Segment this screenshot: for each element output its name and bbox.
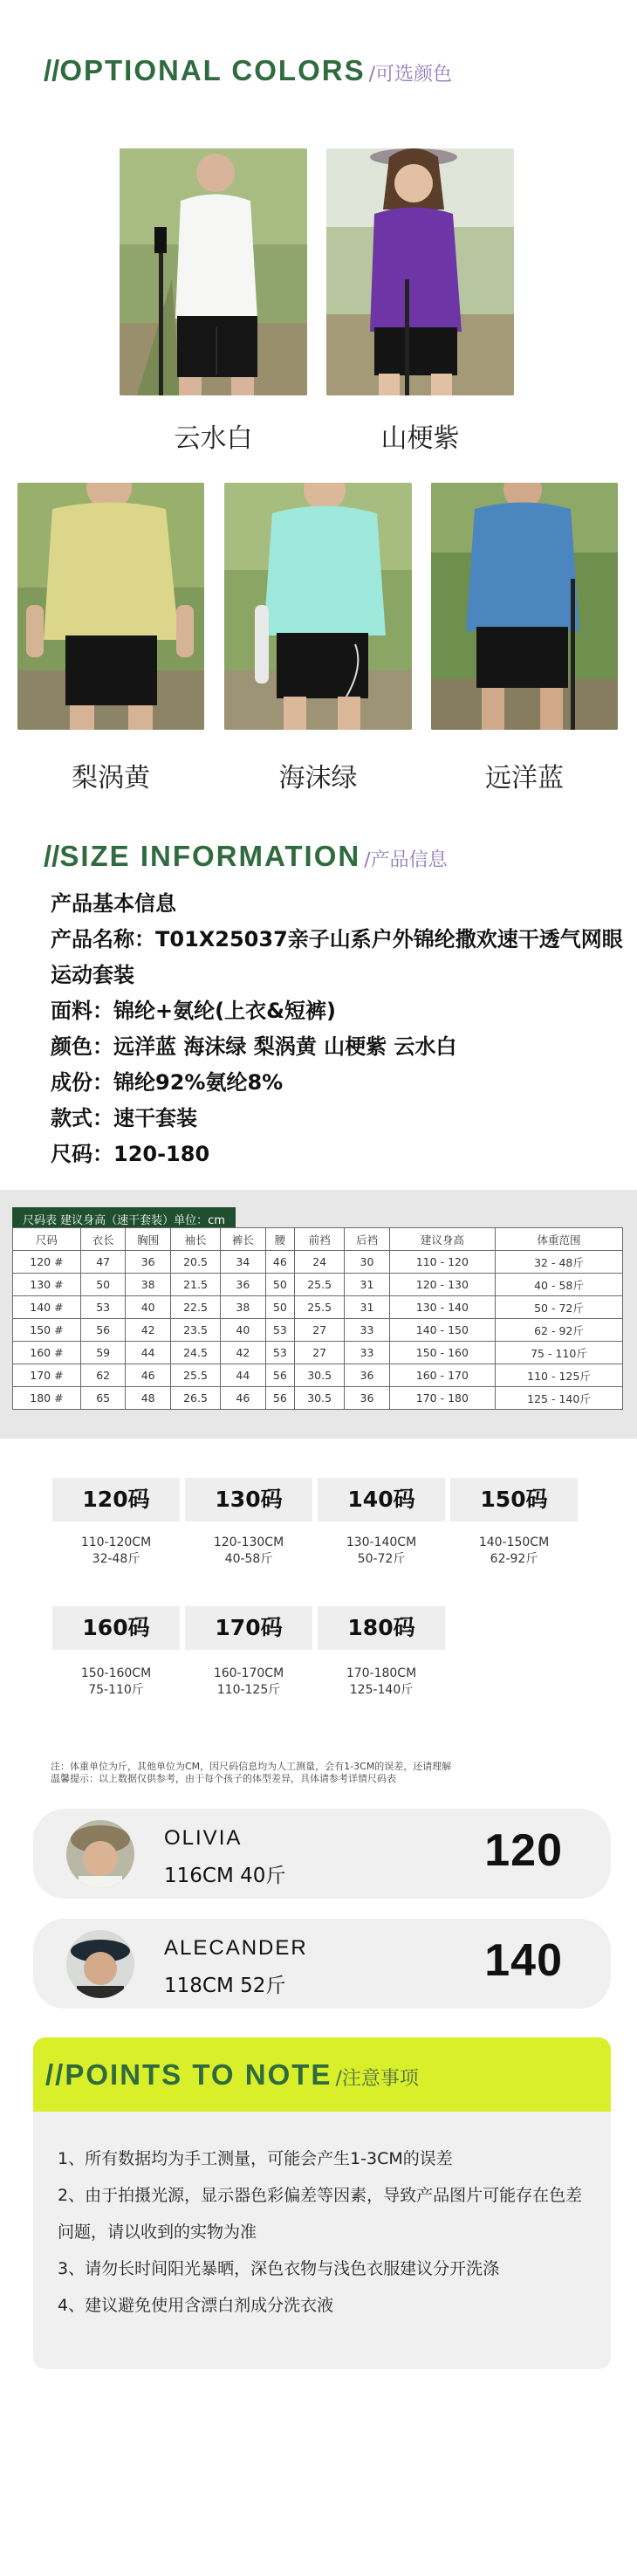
table-cell: 110 - 120 <box>389 1251 495 1274</box>
table-cell: 38 <box>221 1296 266 1319</box>
size-table <box>12 1227 623 1410</box>
table-row <box>13 1319 623 1342</box>
table-cell: 62 <box>80 1364 126 1387</box>
table-cell: 160 - 170 <box>389 1364 495 1387</box>
model-size: 120 <box>484 1825 563 1876</box>
table-cell: 36 <box>221 1274 266 1296</box>
table-cell: 56 <box>80 1319 126 1342</box>
avatar <box>66 1930 134 1998</box>
size-card-height: 150-160CM <box>80 1666 152 1680</box>
table-cell: 120 # <box>13 1251 81 1274</box>
table-cell: 48 <box>126 1387 171 1410</box>
size-card-height: 120-130CM <box>213 1535 284 1549</box>
size-card-weight: 75-110斤 <box>88 1683 144 1697</box>
table-header: 尺码 <box>13 1228 81 1251</box>
table-cell: 36 <box>345 1364 390 1387</box>
points-to-note-panel <box>33 2037 611 2369</box>
size-card-weight: 125-140斤 <box>349 1683 414 1697</box>
size-card-120-details <box>51 1535 182 1568</box>
table-cell: 27 <box>295 1319 345 1342</box>
color-name-mint: 海沫绿 <box>278 763 358 793</box>
table-cell: 50 <box>265 1274 294 1296</box>
product-photo-white <box>120 148 307 395</box>
table-cell: 59 <box>80 1342 126 1364</box>
table-cell: 27 <box>295 1342 345 1364</box>
table-cell: 26.5 <box>170 1387 220 1410</box>
table-header: 胸围 <box>126 1228 171 1251</box>
table-cell: 62 - 92斤 <box>495 1319 622 1342</box>
title-subtitle: /产品信息 <box>364 849 448 871</box>
product-info-colors: 颜色：远洋蓝 海沫绿 梨涡黄 山梗紫 云水白 <box>51 1034 457 1059</box>
table-header: 建议身高 <box>389 1228 495 1251</box>
avatar <box>66 1820 134 1888</box>
model-name: ALECANDER <box>164 1936 308 1960</box>
product-photo-blue <box>431 483 618 730</box>
table-cell: 160 # <box>13 1342 81 1364</box>
table-cell: 23.5 <box>170 1319 220 1342</box>
table-row <box>13 1296 623 1319</box>
table-row <box>13 1274 623 1296</box>
model-card-alecander <box>33 1919 611 2009</box>
model-size: 140 <box>484 1935 563 1986</box>
table-cell: 53 <box>265 1319 294 1342</box>
product-photo-yellow <box>17 483 204 730</box>
table-cell: 180 # <box>13 1387 81 1410</box>
product-photo-purple <box>326 148 514 395</box>
table-header: 后裆 <box>345 1228 390 1251</box>
table-cell: 130 - 140 <box>389 1296 495 1319</box>
product-info-name: 产品名称：T01X25037亲子山系户外锦纶撒欢速干透气网眼运动套装 <box>51 927 623 987</box>
table-cell: 56 <box>265 1387 294 1410</box>
table-cell: 125 - 140斤 <box>495 1387 622 1410</box>
title-text: OPTIONAL COLORS <box>59 54 366 86</box>
table-cell: 25.5 <box>295 1296 345 1319</box>
table-cell: 53 <box>265 1342 294 1364</box>
table-cell: 42 <box>221 1342 266 1364</box>
table-cell: 50 <box>265 1296 294 1319</box>
product-info-composition: 成份：锦纶92%氨纶8% <box>51 1070 284 1095</box>
table-cell: 110 - 125斤 <box>495 1364 622 1387</box>
table-cell: 30.5 <box>295 1364 345 1387</box>
colors-section-title <box>44 54 452 87</box>
measurement-note <box>51 1761 592 1785</box>
table-cell: 150 - 160 <box>389 1342 495 1364</box>
size-card-height: 160-170CM <box>213 1666 284 1680</box>
product-photo-mint <box>224 483 412 730</box>
size-card-140-details <box>316 1535 447 1568</box>
model-card-olivia <box>33 1809 611 1899</box>
model-stats: 118CM 52斤 <box>164 1975 286 1997</box>
size-card-160: 160码 <box>52 1606 180 1650</box>
table-cell: 120 - 130 <box>389 1274 495 1296</box>
size-card-160-details <box>51 1666 182 1699</box>
size-section-title <box>44 840 448 873</box>
table-cell: 44 <box>221 1364 266 1387</box>
table-header: 裤长 <box>221 1228 266 1251</box>
table-cell: 30 <box>345 1251 390 1274</box>
product-info-fabric: 面料：锦纶+氨纶(上衣&短裤) <box>51 999 336 1023</box>
table-cell: 46 <box>126 1364 171 1387</box>
table-cell: 31 <box>345 1296 390 1319</box>
list-item: 2、由于拍摄光源，显示器色彩偏差等因素，导致产品图片可能存在色差问题，请以收到的实物为准 <box>58 2186 583 2242</box>
table-cell: 40 <box>126 1296 171 1319</box>
size-card-180-details <box>316 1666 447 1699</box>
table-header: 前裆 <box>295 1228 345 1251</box>
table-cell: 21.5 <box>170 1274 220 1296</box>
table-header: 腰 <box>265 1228 294 1251</box>
table-cell: 56 <box>265 1364 294 1387</box>
size-card-weight: 32-48斤 <box>92 1552 140 1566</box>
size-card-170-details <box>183 1666 314 1699</box>
size-card-height: 170-180CM <box>346 1666 417 1680</box>
table-row <box>13 1342 623 1364</box>
table-cell: 47 <box>80 1251 126 1274</box>
table-cell: 25.5 <box>170 1364 220 1387</box>
table-cell: 130 # <box>13 1274 81 1296</box>
list-item: 3、请勿长时间阳光暴晒，深色衣物与浅色衣服建议分开洗涤 <box>58 2259 500 2278</box>
size-card-weight: 50-72斤 <box>357 1552 406 1566</box>
note-line: 注：体重单位为斤，其他单位为CM，因尺码信息均为人工测量，会有1-3CM的误差，还请理解 <box>51 1761 452 1772</box>
table-row <box>13 1387 623 1410</box>
size-card-weight: 62-92斤 <box>490 1552 538 1566</box>
title-prefix: // <box>44 54 60 86</box>
size-card-height: 130-140CM <box>346 1535 417 1549</box>
color-name-white: 云水白 <box>174 423 253 454</box>
product-info-size: 尺码：120-180 <box>51 1142 210 1166</box>
table-cell: 50 <box>80 1274 126 1296</box>
points-header <box>33 2037 611 2112</box>
size-card-weight: 110-125斤 <box>216 1683 281 1697</box>
table-cell: 38 <box>126 1274 171 1296</box>
table-cell: 31 <box>345 1274 390 1296</box>
title-subtitle: /可选颜色 <box>368 64 453 86</box>
size-card-weight: 40-58斤 <box>224 1552 273 1566</box>
table-cell: 40 - 58斤 <box>495 1274 622 1296</box>
table-cell: 140 - 150 <box>389 1319 495 1342</box>
product-info-style: 款式：速干套装 <box>51 1106 197 1130</box>
table-cell: 22.5 <box>170 1296 220 1319</box>
table-row <box>13 1364 623 1387</box>
table-cell: 20.5 <box>170 1251 220 1274</box>
size-card-130-details <box>183 1535 314 1568</box>
table-header: 袖长 <box>170 1228 220 1251</box>
table-header: 体重范围 <box>495 1228 622 1251</box>
title-text: POINTS TO NOTE <box>65 2058 332 2091</box>
table-cell: 33 <box>345 1319 390 1342</box>
color-name-yellow: 梨涡黄 <box>72 763 150 793</box>
table-cell: 75 - 110斤 <box>495 1342 622 1364</box>
table-cell: 40 <box>221 1319 266 1342</box>
color-name-purple: 山梗紫 <box>380 423 460 454</box>
size-card-height: 140-150CM <box>478 1535 550 1549</box>
model-stats: 116CM 40斤 <box>164 1865 286 1887</box>
table-header-row <box>13 1228 623 1251</box>
table-cell: 170 # <box>13 1364 81 1387</box>
table-cell: 53 <box>80 1296 126 1319</box>
size-card-height: 110-120CM <box>80 1535 152 1549</box>
size-chart-label: 尺码表 建议身高（速干套装）单位：cm <box>12 1207 236 1231</box>
size-card-170: 170码 <box>185 1606 312 1650</box>
table-cell: 33 <box>345 1342 390 1364</box>
color-name-blue: 远洋蓝 <box>485 763 564 793</box>
title-subtitle: /注意事项 <box>335 2068 419 2090</box>
table-cell: 42 <box>126 1319 171 1342</box>
table-cell: 25.5 <box>295 1274 345 1296</box>
list-item: 1、所有数据均为手工测量，可能会产生1-3CM的误差 <box>58 2149 453 2168</box>
table-cell: 170 - 180 <box>389 1387 495 1410</box>
title-prefix: // <box>45 2058 65 2091</box>
points-list <box>58 2140 599 2324</box>
list-item: 4、建议避免使用含漂白剂成分洗衣液 <box>58 2296 334 2315</box>
table-cell: 30.5 <box>295 1387 345 1410</box>
table-cell: 36 <box>345 1387 390 1410</box>
size-card-150-details <box>449 1535 579 1568</box>
table-cell: 140 # <box>13 1296 81 1319</box>
table-row <box>13 1251 623 1274</box>
title-text: SIZE INFORMATION <box>59 840 361 872</box>
size-card-180: 180码 <box>318 1606 445 1650</box>
points-section-title <box>45 2058 419 2092</box>
table-cell: 46 <box>221 1387 266 1410</box>
table-cell: 24.5 <box>170 1342 220 1364</box>
table-cell: 34 <box>221 1251 266 1274</box>
note-line: 温馨提示：以上数据仅供参考，由于每个孩子的体型差异，具体请参考详情尺码表 <box>51 1773 396 1784</box>
size-card-150: 150码 <box>450 1478 578 1522</box>
title-prefix: // <box>44 840 60 872</box>
table-cell: 46 <box>265 1251 294 1274</box>
table-cell: 50 - 72斤 <box>495 1296 622 1319</box>
product-info-heading: 产品基本信息 <box>51 891 176 916</box>
table-cell: 44 <box>126 1342 171 1364</box>
table-cell: 32 - 48斤 <box>495 1251 622 1274</box>
product-info <box>51 886 637 1172</box>
table-cell: 65 <box>80 1387 126 1410</box>
size-card-140: 140码 <box>318 1478 445 1522</box>
table-cell: 36 <box>126 1251 171 1274</box>
table-header: 衣长 <box>80 1228 126 1251</box>
size-card-120: 120码 <box>52 1478 180 1522</box>
table-cell: 24 <box>295 1251 345 1274</box>
model-name: OLIVIA <box>164 1826 243 1850</box>
size-chart <box>0 1190 637 1439</box>
size-card-130: 130码 <box>185 1478 312 1522</box>
table-cell: 150 # <box>13 1319 81 1342</box>
